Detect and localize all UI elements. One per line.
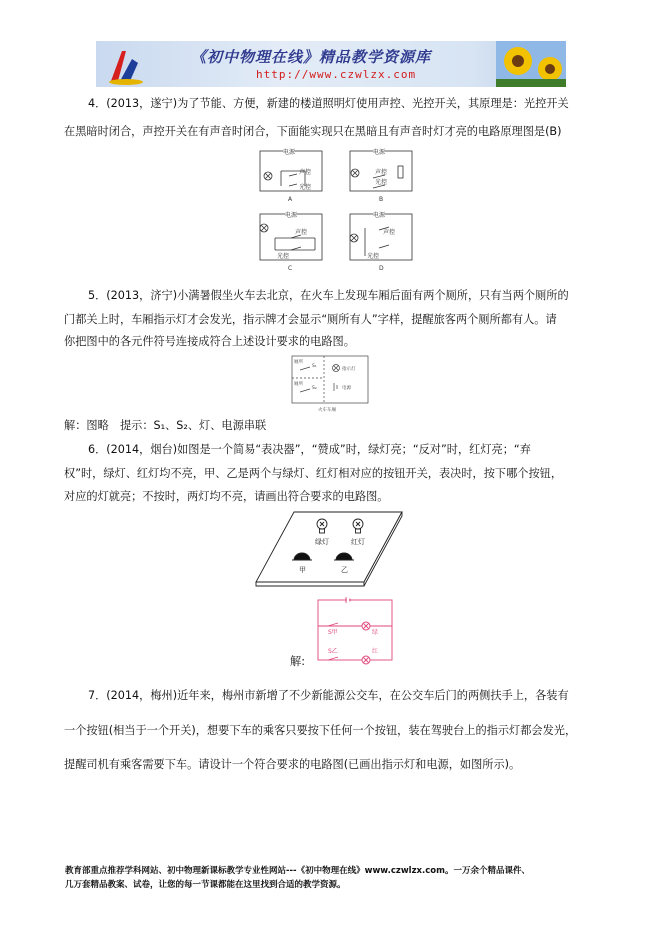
q5-toilet-1-label: 厕所 [294, 360, 303, 365]
q6-red-label: 红灯 [351, 538, 365, 546]
q5-toilet-2-label: 厕所 [294, 382, 303, 387]
q6-answer-label: 解: [290, 655, 305, 668]
q6-red-lamp-label: 红 [372, 648, 379, 655]
q4-d-source-label: 电源 [373, 212, 386, 219]
q4-option-c: C [288, 265, 293, 272]
q5-source-label: 电源 [342, 386, 351, 391]
footer-line1: 教育部重点推荐学科网站、初中物理新课标教学专业性网站---《初中物理在线》www.czwlzx.com。一万余个精品课件、 [65, 866, 530, 876]
q4-b-sound-label: 声控 [375, 169, 388, 176]
q4-circuit-d [350, 212, 412, 260]
q5-s2-label: S₂ [312, 386, 317, 391]
q6-jia-label: 甲 [299, 566, 306, 574]
q6-text-line3: 对应的灯就亮；不按时，两灯均不亮，请画出符合要求的电路图。 [64, 490, 389, 503]
q4-circuit-c [260, 212, 322, 260]
q5-s1-label: S₁ [312, 364, 317, 369]
q6-green-label: 绿灯 [315, 538, 329, 546]
q7-text-line1: 7．(2014，梅州)近年来，梅州市新增了不少新能源公交车，在公交车后门的两侧扶手上，各装有 [88, 689, 569, 702]
q4-text-line1: 4．(2013，遂宁)为了节能、方便，新建的楼道照明灯使用声控、光控开关，其原理是：光控开关 [88, 97, 569, 110]
banner-title: 《初中物理在线》精品教学资源库 [191, 48, 432, 66]
q4-c-sound-label: 声控 [295, 229, 308, 236]
q5-text-line1: 5．(2013，济宁)小满暑假坐火车去北京，在火车上发现车厢后面有两个厕所，只有当两个厕所的 [88, 289, 569, 302]
q6-answer-circuit [314, 596, 398, 666]
q5-lamp-label: 指示灯 [342, 367, 356, 372]
q6-text-line1: 6．(2014，烟台)如图是一个简易“表决器”，“赞成”时，绿灯亮；“反对”时，红灯亮；“弃 [88, 443, 531, 456]
q6-s-yi-label: S乙 [328, 648, 338, 655]
q7-text-line3: 提醒司机有乘客需要下车。请设计一个符合要求的电路图(已画出指示灯和电源，如图所示)。 [64, 758, 521, 771]
q5-text-line2: 门都关上时，车厢指示灯才会发光，指示牌才会显示“厕所有人”字样，提醒旅客两个厕所都有人。请 [64, 313, 557, 326]
q6-voting-board [254, 510, 404, 590]
q4-b-light-label: 光控 [375, 179, 388, 186]
q4-option-b: B [379, 196, 384, 203]
q6-text-line2: 权”时，绿灯、红灯均不亮，甲、乙是两个与绿灯、红灯相对应的按钮开关，表决时，按下哪个按钮， [64, 467, 563, 480]
q4-b-source-label: 电源 [373, 149, 386, 156]
q4-circuit-options [255, 146, 425, 278]
footer-line2: 几万套精品教案、试卷，让您的每一节课都能在这里找到合适的教学资源。 [65, 880, 346, 890]
q4-a-light-label: 光控 [299, 184, 312, 191]
q4-option-a: A [288, 196, 293, 203]
q5-train-diagram [290, 354, 372, 416]
q4-a-sound-label: 声控 [299, 169, 312, 176]
q7-text-line2: 一个按钮(相当于一个开关)，想要下车的乘客只要按下任何一个按钮，装在驾驶台上的指示灯都会发光， [64, 724, 577, 737]
q4-c-source-label: 电源 [285, 212, 298, 219]
header-banner [96, 41, 566, 87]
q4-a-source-label: 电源 [283, 149, 296, 156]
sunflower-image [496, 41, 566, 87]
q5-answer: 解：图略 提示：S₁、S₂、灯、电源串联 [64, 419, 267, 432]
q4-c-light-label: 光控 [277, 253, 290, 260]
q5-text-line3: 你把图中的各元件符号连接成符合上述设计要求的电路图。 [64, 335, 355, 348]
q4-option-d: D [379, 265, 384, 272]
q6-green-lamp-label: 绿 [372, 629, 379, 636]
q5-caption: 火车车厢 [318, 408, 336, 413]
q6-s-jia-label: S甲 [328, 629, 338, 636]
q4-d-sound-label: 声控 [383, 229, 396, 236]
q4-d-light-label: 光控 [367, 253, 380, 260]
banner-url: http://www.czwlzx.com [256, 68, 417, 81]
q6-yi-label: 乙 [341, 566, 348, 574]
logo-icon [106, 45, 146, 85]
q4-text-line2: 在黑暗时闭合，声控开关在有声音时闭合，下面能实现只在黑暗且有声音时灯才亮的电路原理图是(B) [64, 125, 562, 138]
